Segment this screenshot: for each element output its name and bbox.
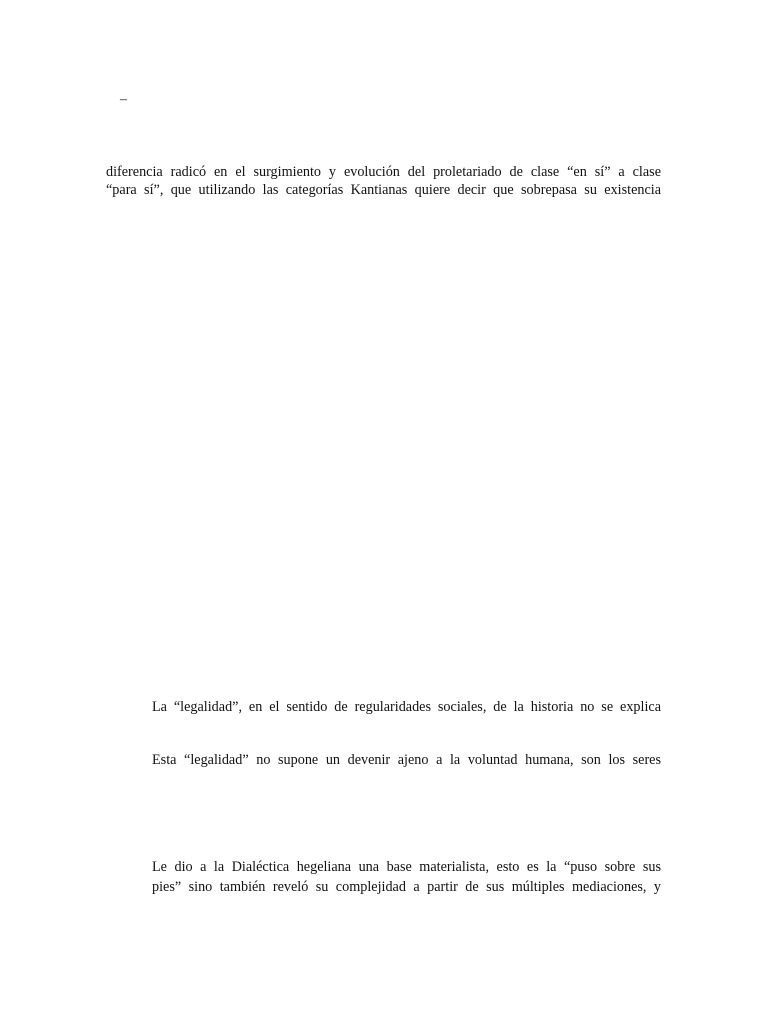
- paragraph-2-line-1: La “legalidad”, en el sentido de regularidades sociales, de la historia no se explica: [152, 699, 661, 715]
- dash-mark: –: [120, 92, 127, 107]
- paragraph-1-line-2: “para sí”, que utilizando las categorías Kantianas quiere decir que sobrepasa su existencia: [106, 182, 661, 198]
- paragraph-4-line-2: pies” sino también reveló su complejidad a partir de sus múltiples mediaciones, y: [152, 879, 661, 895]
- paragraph-3-line-1: Esta “legalidad” no supone un devenir ajeno a la voluntad humana, son los seres: [152, 752, 661, 768]
- paragraph-4-line-1: Le dio a la Dialéctica hegeliana una base materialista, esto es la “puso sobre sus: [152, 859, 661, 875]
- paragraph-1-line-1: diferencia radicó en el surgimiento y evolución del proletariado de clase “en sí” a clase: [106, 164, 661, 180]
